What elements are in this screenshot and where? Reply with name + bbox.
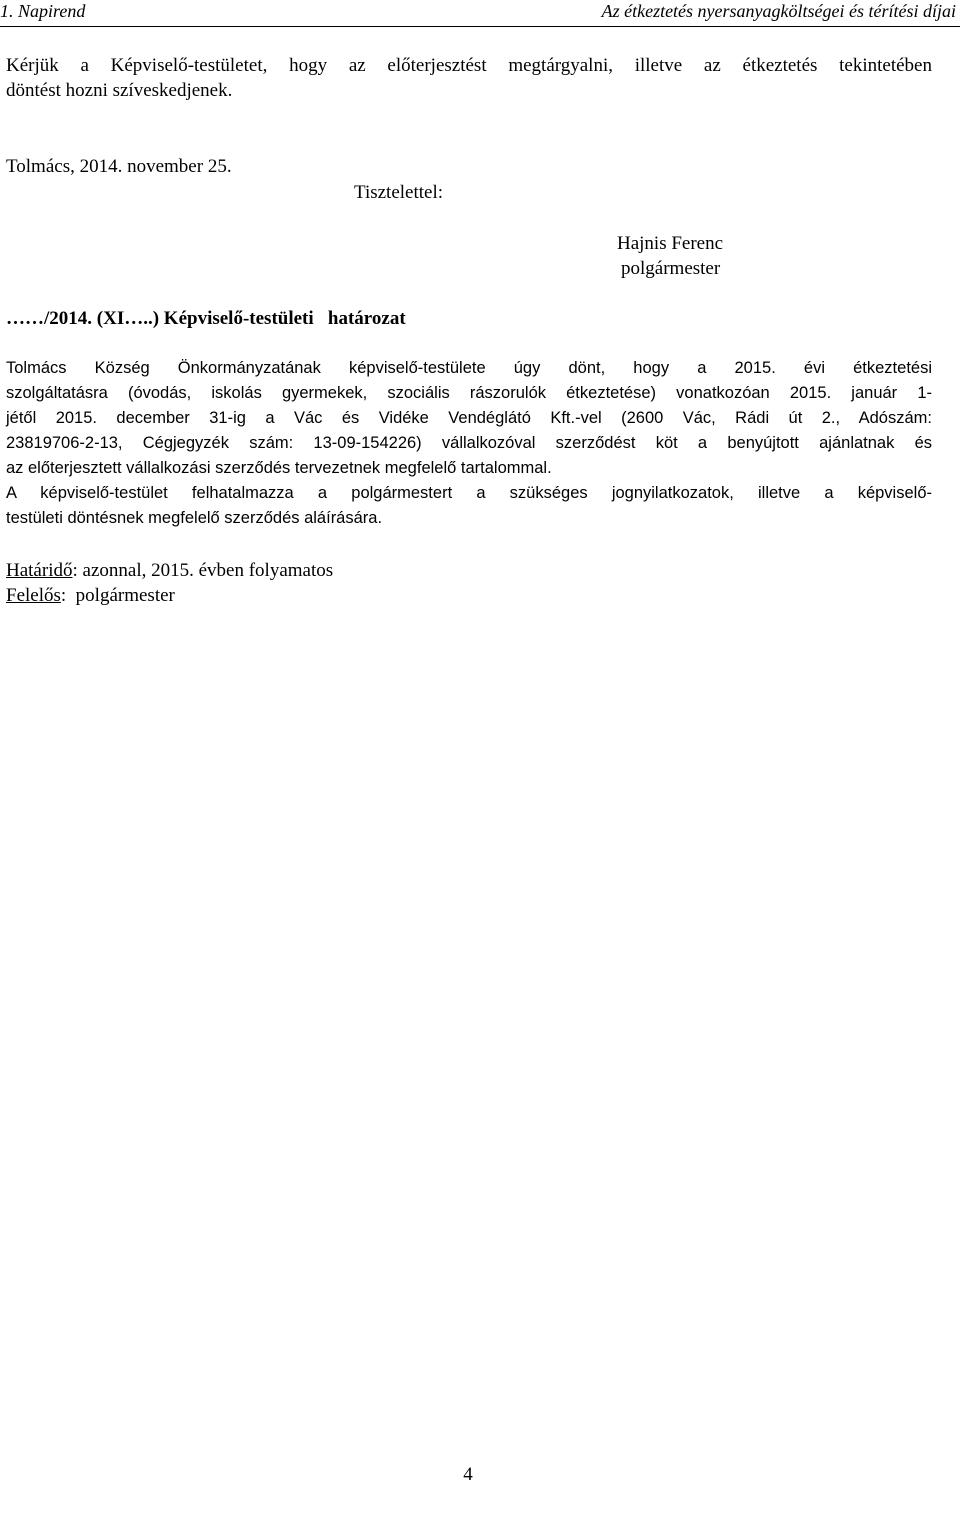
header-agenda-item: 1. Napirend xyxy=(0,1,86,21)
page-number: 4 xyxy=(463,1464,473,1485)
deadline-label: Határidő xyxy=(6,560,73,581)
resolution-label: határozat xyxy=(327,308,406,329)
resolution-line: testületi döntésnek megfelelő szerződés aláírására. xyxy=(6,509,383,527)
signatory-name: Hajnis Ferenc xyxy=(617,233,724,254)
resolution-line: jétől 2015. december 31-ig a Vác és Vidéke Vendéglátó Kft.-vel (2600 Vác, Rádi út 2., Adószám: xyxy=(6,409,932,427)
responsible-value: : polgármester xyxy=(60,585,175,606)
responsible xyxy=(6,583,175,608)
resolution-number-text: ……/2014. (XI…..) Képviselő-testületi xyxy=(6,308,314,329)
resolution-body xyxy=(6,356,932,531)
resolution-line: Tolmács Község Önkormányzatának képviselő-testülete úgy dönt, hogy a 2015. évi étkeztetési xyxy=(6,359,932,377)
resolution-line: szolgáltatásra (óvodás, iskolás gyermekek, szociális rászorulók étkeztetése) vonatkozóan 2015. január 1- xyxy=(6,384,932,402)
deadline xyxy=(6,558,333,583)
page-header xyxy=(0,0,960,27)
request-line: Kérjük a Képviselő-testületet, hogy az előterjesztést megtárgyalni, illetve az étkeztetés tekintetében xyxy=(6,55,932,76)
header-topic: Az étkeztetés nyersanyagköltségei és térítési díjai xyxy=(601,1,956,21)
place-date: Tolmács, 2014. november 25. xyxy=(6,156,232,177)
responsible-label: Felelős xyxy=(6,585,61,606)
resolution-line: A képviselő-testület felhatalmazza a polgármestert a szükséges jognyilatkozatok, illetve a képviselő- xyxy=(6,484,932,502)
request-line: döntést hozni szíveskedjenek. xyxy=(6,80,233,101)
resolution-line: az előterjesztett vállalkozási szerződés tervezetnek megfelelő tartalommal. xyxy=(6,459,552,477)
signatory-title: polgármester xyxy=(621,258,721,279)
request-paragraph xyxy=(6,53,932,103)
resolution-line: 23819706-2-13, Cégjegyzék szám: 13-09-154226) vállalkozóval szerződést köt a benyújtott ajánlatnak és xyxy=(6,434,932,452)
resolution-number xyxy=(6,306,406,331)
greeting: Tisztelettel: xyxy=(354,182,444,203)
deadline-value: : azonnal, 2015. évben folyamatos xyxy=(72,560,334,581)
